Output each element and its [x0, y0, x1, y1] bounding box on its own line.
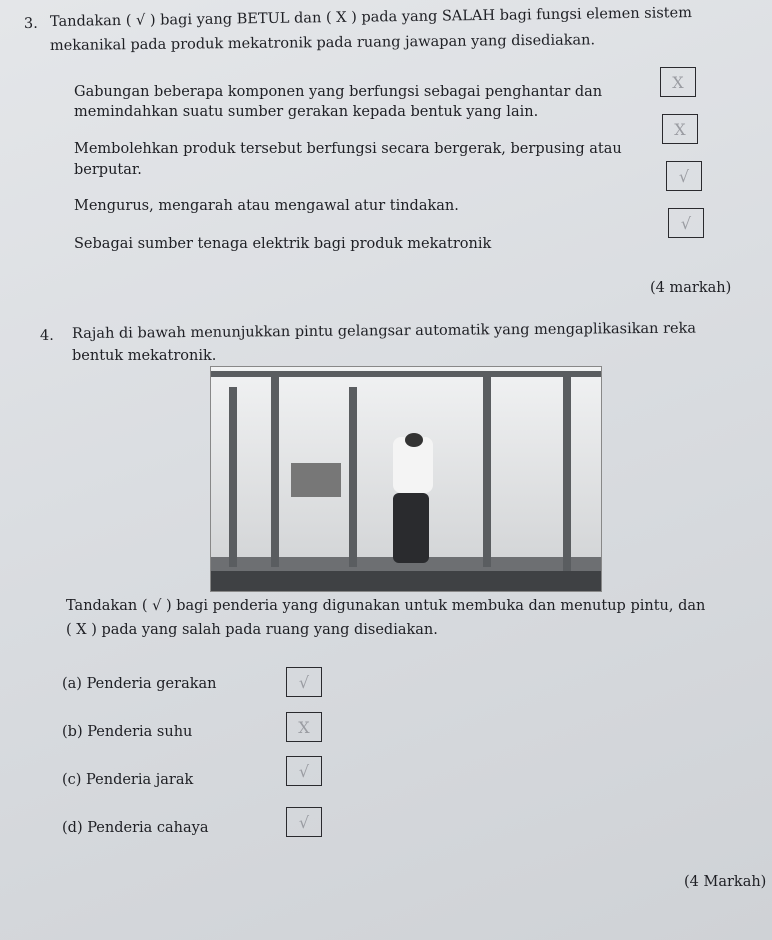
q4-option-c: (c) Penderia jarak: [62, 772, 194, 788]
cross-mark: X: [672, 72, 684, 92]
check-mark: √: [680, 213, 692, 233]
q3-item-2-line1: Membolehkan produk tersebut berfungsi secara bergerak, berpusing atau: [74, 141, 622, 157]
q4-answer-box-a[interactable]: [286, 667, 322, 697]
check-mark: √: [298, 672, 310, 692]
q3-answer-box-4[interactable]: [668, 208, 704, 238]
q3-item-3: Mengurus, mengarah atau mengawal atur tindakan.: [74, 198, 459, 214]
q3-question-line2: mekanikal pada produk mekatronik pada ruang jawapan yang disediakan.: [49, 32, 596, 54]
check-mark: √: [678, 166, 690, 186]
q3-item-1-line1: Gabungan beberapa komponen yang berfungsi sebagai penghantar dan: [74, 84, 603, 100]
q4-question-line1: Rajah di bawah menunjukkan pintu gelangsar automatik yang mengaplikasikan reka: [71, 320, 697, 342]
q4-marks: (4 Markah): [684, 874, 767, 890]
q4-instruction-line2: ( X ) pada yang salah pada ruang yang disediakan.: [66, 622, 438, 638]
q4-number: 4.: [39, 327, 54, 344]
q4-answer-box-c[interactable]: [286, 756, 322, 786]
q4-instruction-line1: Tandakan ( √ ) bagi penderia yang digunakan untuk membuka dan menutup pintu, dan: [66, 598, 706, 614]
q4-question-line2: bentuk mekatronik.: [72, 348, 217, 364]
sliding-door-photo: [210, 366, 602, 592]
q4-answer-box-d[interactable]: [286, 807, 322, 837]
cross-mark: X: [298, 717, 310, 737]
q3-answer-box-3[interactable]: [666, 161, 702, 191]
q3-item-2-line2: berputar.: [74, 162, 142, 178]
q3-item-4: Sebagai sumber tenaga elektrik bagi produk mekatronik: [74, 236, 492, 252]
q4-option-a: (a) Penderia gerakan: [62, 676, 217, 692]
q3-marks: (4 markah): [650, 280, 732, 296]
q4-option-d: (d) Penderia cahaya: [62, 820, 209, 836]
q3-item-1-line2: memindahkan suatu sumber gerakan kepada bentuk yang lain.: [74, 104, 539, 120]
cross-mark: X: [674, 119, 686, 139]
check-mark: √: [298, 812, 310, 832]
q3-answer-box-1[interactable]: [660, 67, 696, 97]
q3-number: 3.: [23, 15, 38, 32]
q3-answer-box-2[interactable]: [662, 114, 698, 144]
q4-option-b: (b) Penderia suhu: [62, 724, 193, 740]
check-mark: √: [298, 761, 310, 781]
q3-question-line1: Tandakan ( √ ) bagi yang BETUL dan ( X ) pada yang SALAH bagi fungsi elemen sistem: [49, 5, 693, 30]
q4-answer-box-b[interactable]: [286, 712, 322, 742]
